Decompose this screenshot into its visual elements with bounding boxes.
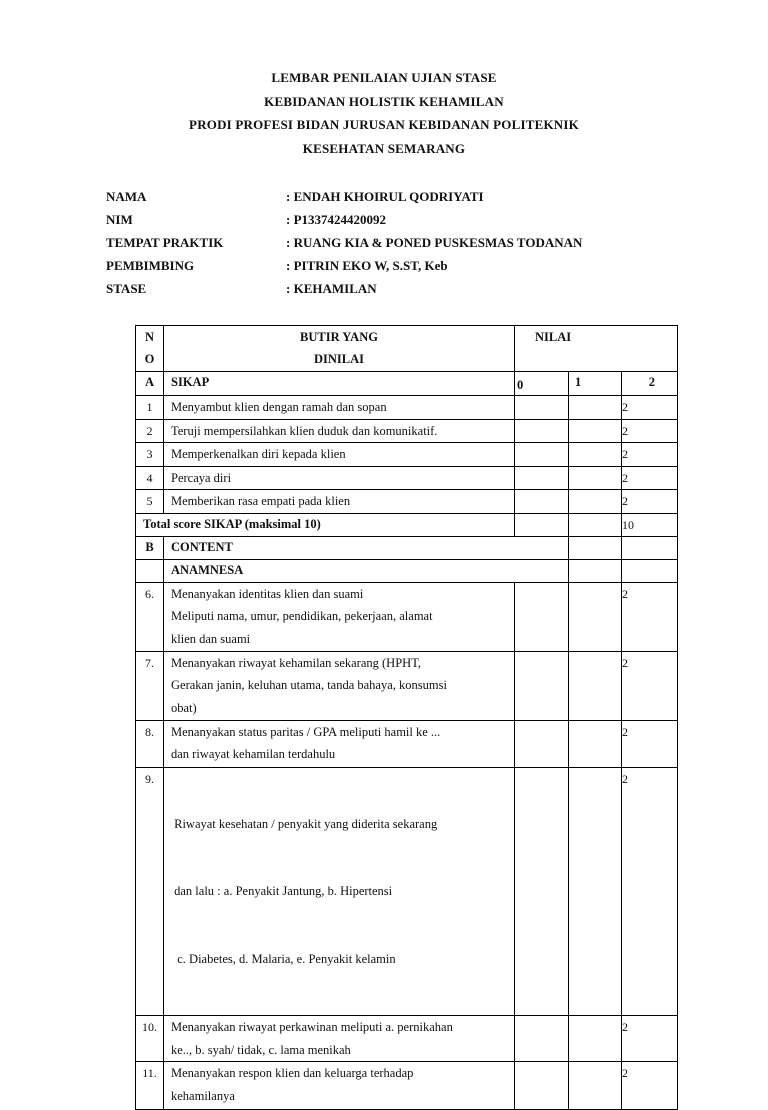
info-label: STASE [106,281,147,296]
score-cell-0 [515,1062,569,1110]
row-item-line: obat) [171,700,197,715]
row-item [164,720,515,767]
table-row [136,396,678,420]
score-cell-1 [569,419,622,443]
score-cell-2: 2 [622,419,678,443]
score-cell-0 [515,720,569,767]
row-item [164,651,515,720]
row-number: 2 [136,419,164,443]
score-cell-0 [515,396,569,420]
info-label: TEMPAT PRAKTIK [106,235,224,250]
row-item [164,1016,515,1062]
row-item: Memperkenalkan diri kepada klien [164,443,515,467]
row-item-line: dan lalu : a. Penyakit Jantung, b. Hipertensi [171,884,393,898]
row-number: 6. [136,582,164,651]
score-cell-0 [515,651,569,720]
table-row [136,651,678,720]
score-cell-2: 2 [622,720,678,767]
table-row [136,767,678,1016]
header-item [164,326,515,372]
score-cell-1 [569,490,622,514]
score-cell-1 [569,513,622,536]
section-title: SIKAP [164,372,515,396]
row-item-line: Menanyakan status paritas / GPA meliputi hamil ke ... [171,724,441,739]
section-letter: A [136,372,164,396]
table-row [136,1062,678,1110]
score-cell-2: 2 [622,443,678,467]
info-value: : P1337424420092 [286,212,387,227]
row-item: Teruji mempersilahkan klien duduk dan komunikatif. [164,419,515,443]
score-cell-1 [569,720,622,767]
score-cell-0 [515,466,569,490]
row-number: 10. [136,1016,164,1062]
score-cell-0 [515,490,569,514]
score-cell-2: 2 [622,767,678,1016]
row-item [164,767,515,1016]
title-line-3: PRODI PROFESI BIDAN JURUSAN KEBIDANAN POLITEKNIK [189,117,579,132]
row-item-line: Menanyakan riwayat kehamilan sekarang (HPHT, [171,655,422,670]
subsection-title: ANAMNESA [164,559,569,582]
row-item-line: Menanyakan respon klien dan keluarga terhadap [171,1066,414,1080]
score-cell-0 [515,1016,569,1062]
score-cell-2 [622,536,678,559]
row-number: 8. [136,720,164,767]
section-letter: B [136,536,164,559]
section-title: CONTENT [164,536,569,559]
info-value: : ENDAH KHOIRUL QODRIYATI [286,189,484,204]
row-number: 4 [136,466,164,490]
row-number: 9. [136,767,164,1016]
row-item: Memberikan rasa empati pada klien [164,490,515,514]
row-item-line: Menanyakan riwayat perkawinan meliputi a. pernikahan [171,1020,453,1034]
score-header-1: 1 [569,372,622,396]
score-cell-2: 2 [622,1016,678,1062]
row-item-line: Menanyakan identitas klien dan suami [171,586,364,601]
row-item-line: klien dan suami [171,631,251,646]
row-number: 3 [136,443,164,467]
title-line-4: KESEHATAN SEMARANG [302,140,466,156]
total-sikap-value: 10 [622,513,678,536]
row-item-line: c. Diabetes, d. Malaria, e. Penyakit kelamin [171,951,396,966]
score-cell-2: 2 [622,396,678,420]
row-item: Menyambut klien dengan ramah dan sopan [164,396,515,420]
table-row [136,1016,678,1062]
score-cell-1 [569,443,622,467]
row-number: 1 [136,396,164,420]
table-row [136,490,678,514]
header-nilai: NILAI [515,326,678,372]
info-label: NAMA [106,189,147,204]
header-no-line1: N [144,330,155,344]
score-cell-0 [515,582,569,651]
info-value: : KEHAMILAN [286,281,377,296]
score-cell-1 [569,559,622,582]
header-item-line1: BUTIR YANG [300,330,378,344]
student-info [106,185,706,300]
score-cell-0 [515,513,569,536]
score-cell-0 [515,767,569,1016]
score-cell-2 [622,559,678,582]
title-line-2: KEBIDANAN HOLISTIK KEHAMILAN [264,93,504,109]
row-item-line: Meliputi nama, umur, pendidikan, pekerjaan, alamat [171,609,433,623]
row-item [164,1062,515,1110]
section-a-row [136,372,678,396]
table-row [136,419,678,443]
score-cell-1 [569,536,622,559]
score-cell-2: 2 [622,490,678,514]
row-item-line: Riwayat kesehatan / penyakit yang diderita sekarang [171,816,438,831]
title-line-1: LEMBAR PENILAIAN UJIAN STASE [271,70,497,85]
info-row-nama [106,185,706,208]
row-item: Percaya diri [164,466,515,490]
table-header-row [136,326,678,372]
row-item-line: dan riwayat kehamilan terdahulu [171,747,336,761]
row-number [136,559,164,582]
row-item-line: ke.., b. syah/ tidak, c. lama menikah [171,1042,351,1057]
header-item-line2: DINILAI [313,352,364,366]
table-row [136,466,678,490]
score-cell-1 [569,1016,622,1062]
assessment-table [135,325,678,1110]
info-value: : PITRIN EKO W, S.ST, Keb [286,258,448,273]
header-no [136,326,164,372]
score-cell-1 [569,767,622,1016]
document-title [0,66,768,160]
score-cell-1 [569,1062,622,1110]
row-item [164,582,515,651]
row-number: 7. [136,651,164,720]
score-header-2: 2 [622,372,678,396]
info-row-stase [106,277,706,300]
table-row [136,720,678,767]
subsection-row [136,559,678,582]
header-no-line2: O [144,352,155,366]
row-number: 5 [136,490,164,514]
score-cell-1 [569,582,622,651]
info-label: PEMBIMBING [106,258,195,273]
info-row-nim [106,208,706,231]
row-number: 11. [136,1062,164,1110]
total-sikap-row [136,513,678,536]
row-item-line: kehamilanya [171,1088,235,1103]
score-cell-1 [569,466,622,490]
score-cell-1 [569,651,622,720]
info-row-pembimbing [106,254,706,277]
score-header-0: 0 [515,372,569,396]
table-row [136,582,678,651]
info-row-tempat-praktik [106,231,706,254]
row-item-line: Gerakan janin, keluhan utama, tanda bahaya, konsumsi [171,678,447,692]
score-cell-2: 2 [622,582,678,651]
score-cell-0 [515,419,569,443]
section-b-row [136,536,678,559]
total-sikap-label: Total score SIKAP (maksimal 10) [136,513,515,536]
score-cell-2: 2 [622,466,678,490]
info-value: : RUANG KIA & PONED PUSKESMAS TODANAN [286,235,583,250]
info-label: NIM [106,212,133,227]
score-cell-0 [515,443,569,467]
score-cell-2: 2 [622,651,678,720]
score-cell-2: 2 [622,1062,678,1110]
score-cell-1 [569,396,622,420]
table-row [136,443,678,467]
